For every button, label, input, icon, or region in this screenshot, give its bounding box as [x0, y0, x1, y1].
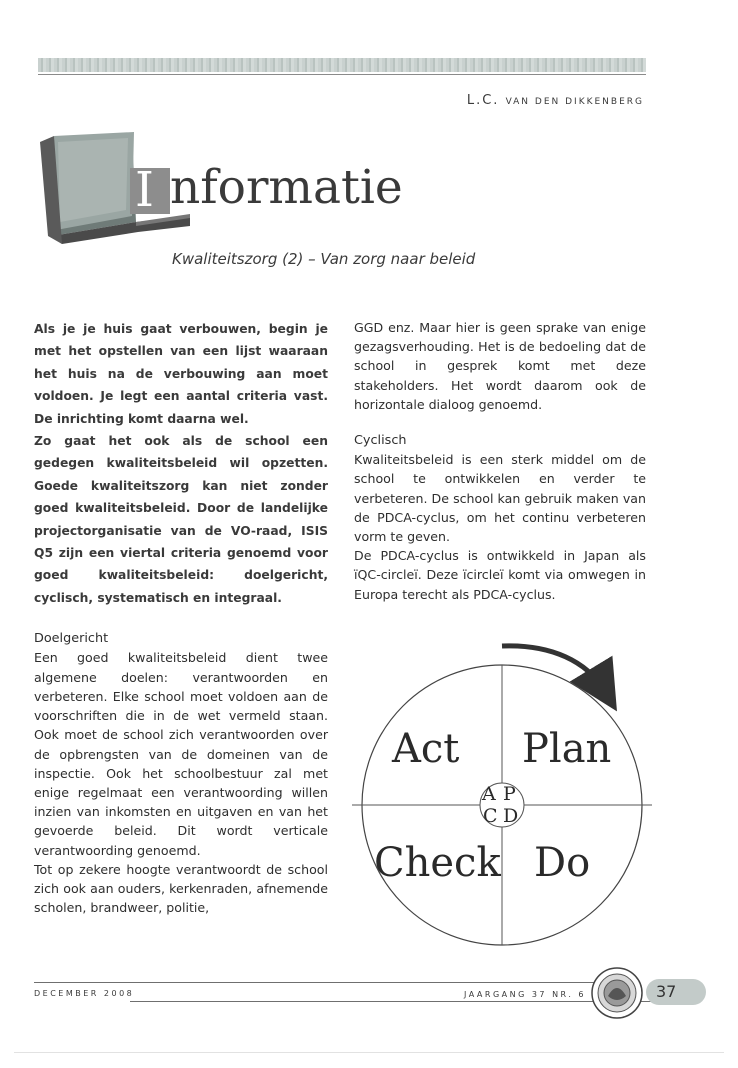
intro-paragraph: Zo gaat het ook als de school een gedegen kwaliteitsbeleid wil opzetten. Goede kwaliteitszorg kan niet zonder goed kwaliteitsbeleid. Door de landelijke projectorganisatie van de VO-raad, ISIS Q5 zijn een viertal criteria genoemd voor goed kwaliteitsbeleid: doelgericht, cyclisch, systematisch en integraal. — [34, 434, 328, 605]
body-paragraph: Tot op zekere hoogte verantwoordt de school zich ook aan ouders, kerkenraden, afnemende scholen, brandweer, politie, — [34, 861, 328, 916]
body-paragraph: De PDCA-cyclus is ontwikkeld in Japan als ïQC-circleï. Deze ïcircleï komt via omwegen in Europa terecht als PDCA-cyclus. — [354, 548, 646, 602]
header-rule — [38, 74, 646, 75]
left-column — [34, 318, 328, 917]
section-doelgericht — [34, 629, 328, 917]
pdca-check-label: Check — [374, 840, 501, 886]
pdca-inner-a: A — [482, 783, 496, 805]
header-band — [38, 58, 646, 72]
section-heading: Doelgericht — [34, 631, 109, 647]
author-byline — [467, 93, 644, 108]
body-paragraph: Kwaliteitsbeleid is een sterk middel om de school te ontwikkelen en verder te verbeteren. De school kan gebruik maken van de PDCA-cyclus, om het continu verbeteren vorm te geven. — [354, 452, 646, 545]
author-name: VAN DEN DIKKENBERG — [505, 97, 644, 107]
pdca-plan-label: Plan — [522, 726, 612, 772]
pdca-act-label: Act — [392, 726, 460, 772]
seal-icon — [590, 966, 644, 1020]
intro-text — [34, 318, 328, 609]
pdca-do-label: Do — [534, 840, 591, 886]
footer-rule — [34, 982, 594, 983]
section-heading: Cyclisch — [354, 433, 407, 449]
footer-rule — [130, 1001, 666, 1002]
footer-volume: JAARGANG 37 NR. 6 — [464, 990, 586, 999]
body-paragraph: Een goed kwaliteitsbeleid dient twee algemene doelen: verantwoorden en verbeteren. Elke school moet voldoen aan de voorschriften die in de wet vermeld staan. Ook moet de school zich verantwoorden over de opbrengsten van de domeinen van de inspectie. Ook het schoolbestuur zal met enige regelmaat een verantwoording willen inzien van inkomsten en uitgaven en van het gevoerde beleid. Dit wordt verticale verantwoording genoemd. — [34, 650, 328, 858]
footer-date: DECEMBER 2008 — [34, 989, 135, 998]
right-column — [354, 318, 646, 604]
pdca-inner-p: P — [503, 783, 516, 805]
pdca-inner-c: C — [483, 805, 498, 827]
page-title: nformatie — [170, 160, 403, 215]
author-initials: L.C. — [466, 93, 500, 108]
cycle-arrow — [502, 646, 604, 690]
pdca-diagram — [352, 640, 652, 965]
title-initial: I — [135, 162, 154, 218]
body-paragraph: GGD enz. Maar hier is geen sprake van enige gezagsverhouding. Het is de bedoeling dat de school in gesprek komt met deze stakeholders. Het wordt daarom ook de horizontale dialoog genoemd. — [354, 320, 646, 412]
pdca-inner-d: D — [503, 805, 519, 827]
article-subtitle: Kwaliteitszorg (2) – Van zorg naar beleid — [172, 250, 476, 268]
intro-paragraph: Als je je huis gaat verbouwen, begin je met het opstellen van een lijst waaraan het huis na de verbouwing aan moet voldoen. Je legt een aantal criteria vast. De inrichting komt daarna wel. — [34, 322, 328, 426]
page-number: 37 — [656, 982, 677, 1001]
page-edge-rule — [14, 1052, 724, 1053]
